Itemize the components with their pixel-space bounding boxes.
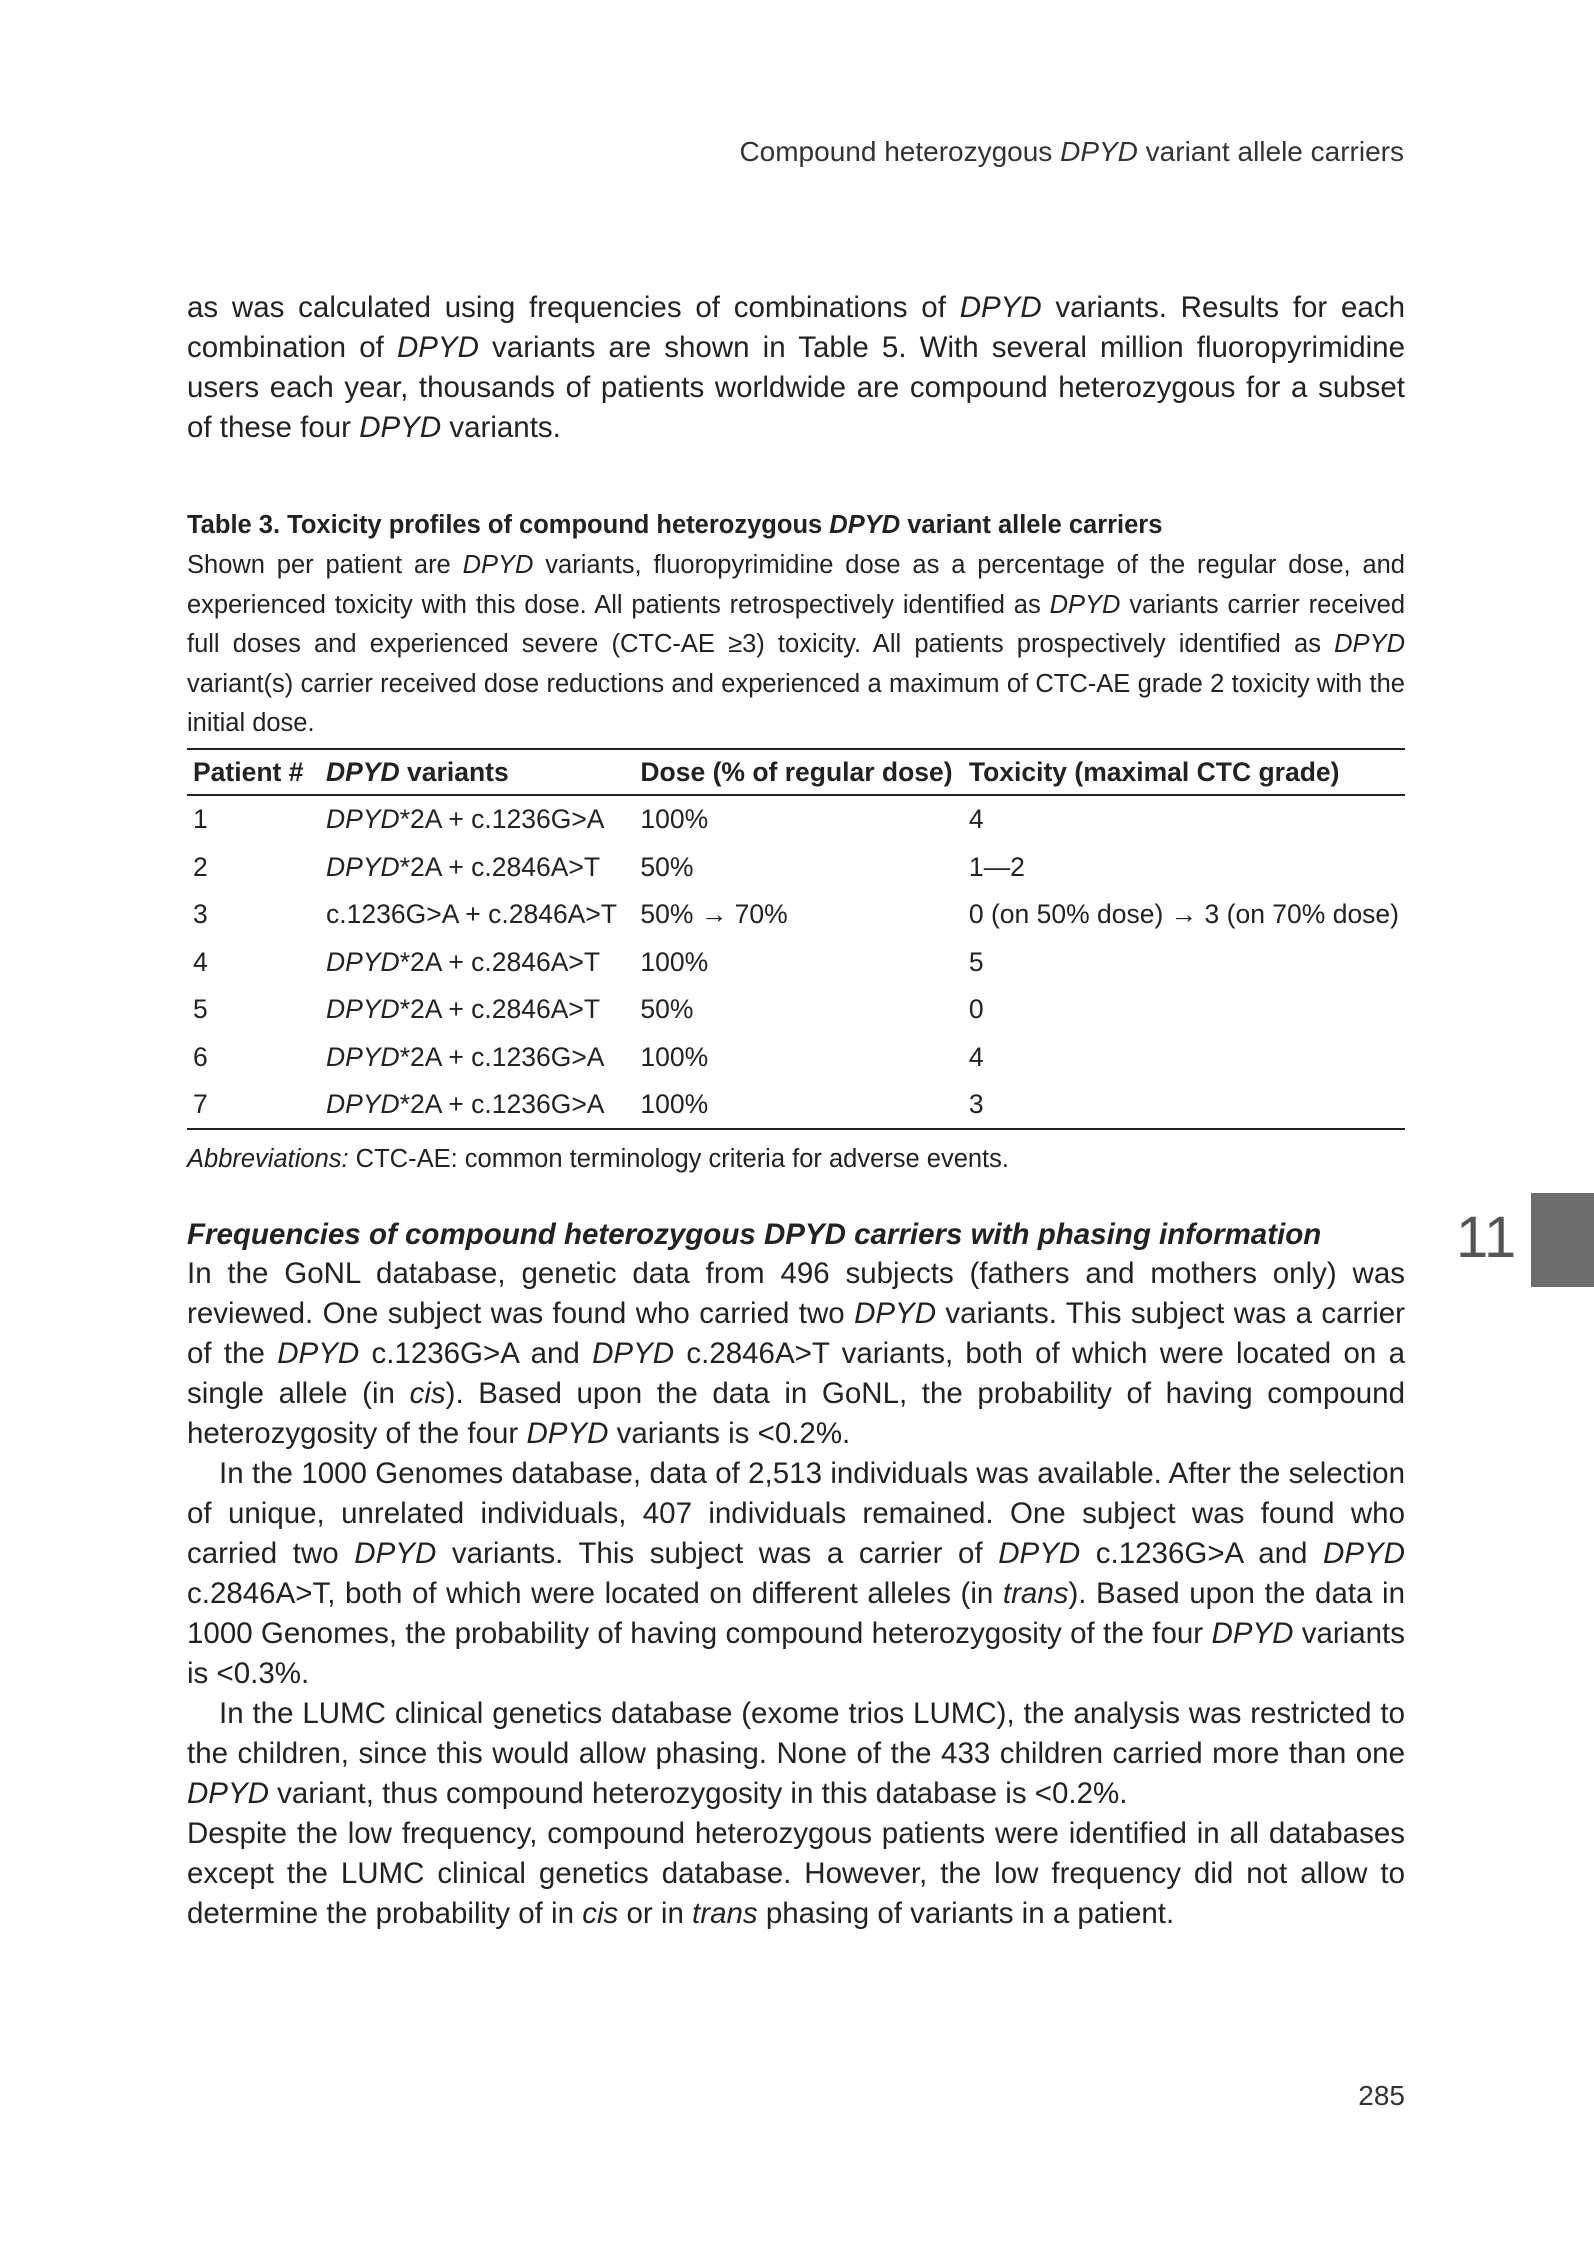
running-header-text-end: variant allele carriers bbox=[1137, 136, 1404, 167]
cell-dose: 50% bbox=[640, 994, 694, 1025]
cell-dose: 50% bbox=[640, 851, 694, 882]
table-row bbox=[187, 938, 1405, 986]
cell-toxicity: 0 bbox=[968, 994, 984, 1025]
chapter-tab-marker bbox=[1531, 1193, 1594, 1287]
cell-patient: 2 bbox=[193, 851, 208, 882]
cell-variants: c.1236G>A + c.2846A>T bbox=[326, 899, 618, 930]
chapter-number: 11 bbox=[1456, 1205, 1517, 1270]
paragraph-1000-genomes: In the 1000 Genomes database, data of 2,513 individuals was available. After the selection of unique, unrelated individuals, 407 individuals remained. One subject was found who carried two DPYD variants. This subject was a carrier of DPYD c.1236G>A and DPYD c.2846A>T, both of which were located on different alleles (in trans). Based upon the data in 1000 Genomes, the probability of having compound heterozygosity of the four DPYD variants is <0.3%. bbox=[187, 1457, 1405, 1690]
main-content bbox=[187, 288, 1405, 1934]
cell-variants: DPYD*2A + c.1236G>A bbox=[326, 1041, 605, 1072]
cell-variants: DPYD*2A + c.2846A>T bbox=[326, 946, 601, 977]
cell-dose: 100% bbox=[634, 1081, 962, 1130]
table-row bbox=[187, 1081, 1405, 1130]
cell-patient: 5 bbox=[193, 994, 208, 1025]
intro-paragraph: as was calculated using frequencies of combinations of DPYD variants. Results for each combination of DPYD variants are shown in Table 5. With several million fluoropyrimidine users each year, thousands of patients worldwide are compound heterozygous for a subset of these four DPYD variants. bbox=[187, 291, 1405, 444]
section-heading: Frequencies of compound heterozygous DPYD carriers with phasing information bbox=[187, 1218, 1322, 1251]
running-header-text: Compound heterozygous bbox=[739, 136, 1061, 167]
cell-dose: 100% bbox=[640, 804, 709, 835]
cell-toxicity: 4 bbox=[968, 1041, 984, 1072]
table-row bbox=[187, 1033, 1405, 1081]
header-patient: Patient # bbox=[187, 749, 320, 795]
header-dose: Dose (% of regular dose) bbox=[634, 749, 962, 795]
cell-toxicity: 0 (on 50% dose) → 3 (on 70% dose) bbox=[968, 899, 1399, 930]
toxicity-table bbox=[187, 748, 1405, 1131]
cell-variants: DPYD*2A + c.1236G>A bbox=[320, 1081, 634, 1130]
cell-patient: 4 bbox=[193, 946, 208, 977]
header-toxicity: Toxicity (maximal CTC grade) bbox=[963, 749, 1405, 795]
table-row bbox=[187, 795, 1405, 844]
cell-variants: DPYD*2A + c.2846A>T bbox=[326, 851, 601, 882]
cell-patient: 1 bbox=[193, 804, 208, 835]
cell-dose: 50% → 70% bbox=[640, 899, 788, 930]
running-header bbox=[739, 136, 1404, 168]
cell-toxicity: 5 bbox=[968, 946, 984, 977]
cell-variants: DPYD*2A + c.2846A>T bbox=[326, 994, 601, 1025]
table-header-row bbox=[187, 749, 1405, 795]
cell-patient: 6 bbox=[193, 1041, 208, 1072]
table-abbreviations: Abbreviations: CTC-AE: common terminology criteria for adverse events. bbox=[187, 1145, 1009, 1173]
cell-toxicity: 3 bbox=[963, 1081, 1405, 1130]
table-row bbox=[187, 891, 1405, 939]
paragraph-lumc: In the LUMC clinical genetics database (exome trios LUMC), the analysis was restricted to the children, since this would allow phasing. None of the 433 children carried more than one DPYD variant, thus compound heterozygosity in this database is <0.2%. bbox=[187, 1697, 1405, 1810]
paragraph-gonl: In the GoNL database, genetic data from 496 subjects (fathers and mothers only) was reviewed. One subject was found who carried two DPYD variants. This subject was a carrier of the DPYD c.1236G>A and DPYD c.2846A>T variants, both of which were located on a single allele (in cis). Based upon the data in GoNL, the probability of having compound heterozygosity of the four DPYD variants is <0.2%. bbox=[187, 1257, 1405, 1450]
table-row bbox=[187, 843, 1405, 891]
table-row bbox=[187, 986, 1405, 1034]
table-description: Shown per patient are DPYD variants, fluoropyrimidine dose as a percentage of the regular dose, and experienced toxicity with this dose. All patients retrospectively identified as DPYD variants carrier received full doses and experienced severe (CTC-AE ≥3) toxicity. All patients prospectively identified as DPYD variant(s) carrier received dose reductions and experienced a maximum of CTC-AE grade 2 toxicity with the initial dose. bbox=[187, 551, 1405, 737]
paragraph-conclusion: Despite the low frequency, compound heterozygous patients were identified in all databases except the LUMC clinical genetics database. However, the low frequency did not allow to determine the probability of in cis or in trans phasing of variants in a patient. bbox=[187, 1817, 1405, 1930]
cell-toxicity: 4 bbox=[968, 804, 984, 835]
cell-patient: 7 bbox=[187, 1081, 320, 1130]
cell-toxicity: 1—2 bbox=[968, 851, 1025, 882]
cell-patient: 3 bbox=[193, 899, 208, 930]
page-number: 285 bbox=[1358, 2080, 1405, 2111]
header-variants: DPYD variants bbox=[320, 749, 634, 795]
running-header-gene: DPYD bbox=[1060, 136, 1138, 167]
cell-dose: 100% bbox=[640, 1041, 709, 1072]
cell-dose: 100% bbox=[640, 946, 709, 977]
table-title: Table 3. Toxicity profiles of compound heterozygous DPYD variant allele carriers bbox=[187, 511, 1163, 539]
cell-variants: DPYD*2A + c.1236G>A bbox=[326, 804, 605, 835]
